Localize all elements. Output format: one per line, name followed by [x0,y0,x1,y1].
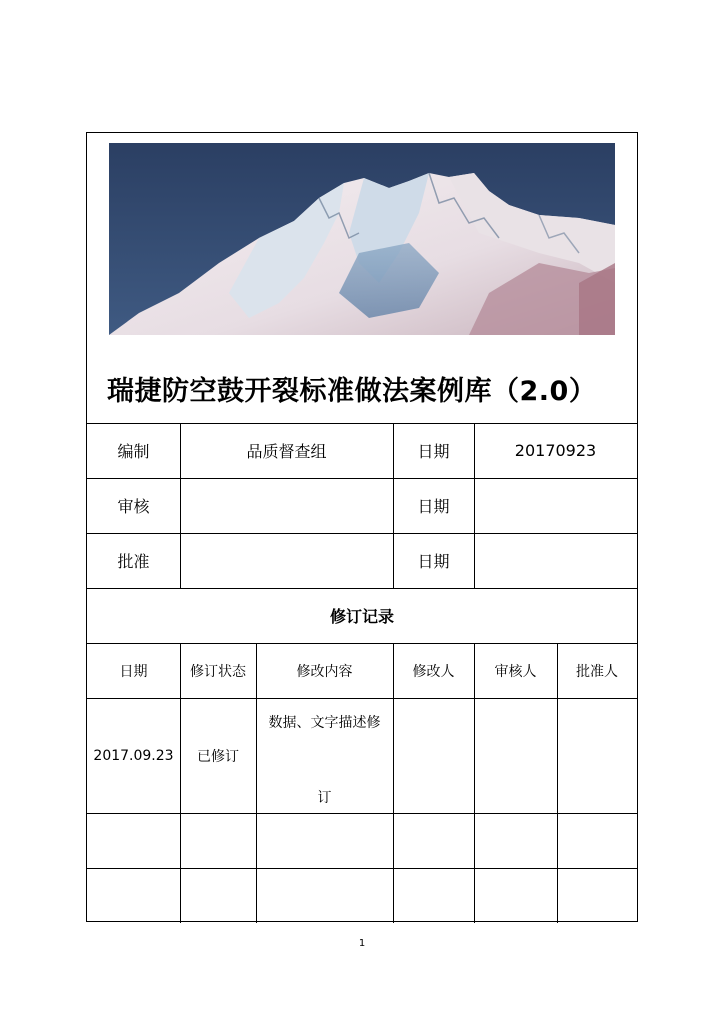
revision-modifier [393,698,474,813]
document-frame [86,132,638,922]
approved-by-value [180,533,393,588]
compiled-by-value: 品质督查组 [246,442,327,461]
date-label: 日期 [417,497,450,516]
revision-modifier [393,868,474,923]
column-header-status: 修订状态 [190,663,246,680]
revision-heading: 修订记录 [329,607,394,626]
revision-status [180,868,256,923]
approved-by-label: 批准 [117,552,150,571]
revision-reviewer [474,698,557,813]
date-value [474,478,637,533]
reviewed-by-value [180,478,393,533]
column-header-modifier: 修改人 [412,663,455,680]
revision-date: 2017.09.23 [93,747,174,764]
revision-date [87,868,180,923]
column-header-reviewer: 审核人 [494,663,537,680]
cover-image [109,143,615,335]
mountain-illustration [109,143,615,335]
revision-content-line1: 数据、文字描述修 [268,715,381,731]
revision-approver [557,868,637,923]
page-number: 1 [358,938,366,949]
revision-date [87,813,180,868]
revision-content [256,868,393,923]
reviewed-by-label: 审核 [117,497,150,516]
revision-reviewer [474,813,557,868]
column-header-date: 日期 [119,663,148,680]
column-header-approver: 批准人 [576,663,618,680]
compiled-by-label: 编制 [117,442,150,461]
date-label: 日期 [417,442,450,461]
revision-approver [557,813,637,868]
revision-approver [557,698,637,813]
date-value: 20170923 [514,441,597,460]
date-label: 日期 [417,552,450,571]
revision-content [256,813,393,868]
revision-content-line2: 订 [317,790,332,806]
date-value [474,533,637,588]
document-title: 瑞捷防空鼓开裂标准做法案例库（2.0） [107,376,597,407]
revision-status [180,813,256,868]
revision-modifier [393,813,474,868]
revision-reviewer [474,868,557,923]
revision-status: 已修订 [197,748,239,765]
column-header-content: 修改内容 [296,663,353,680]
